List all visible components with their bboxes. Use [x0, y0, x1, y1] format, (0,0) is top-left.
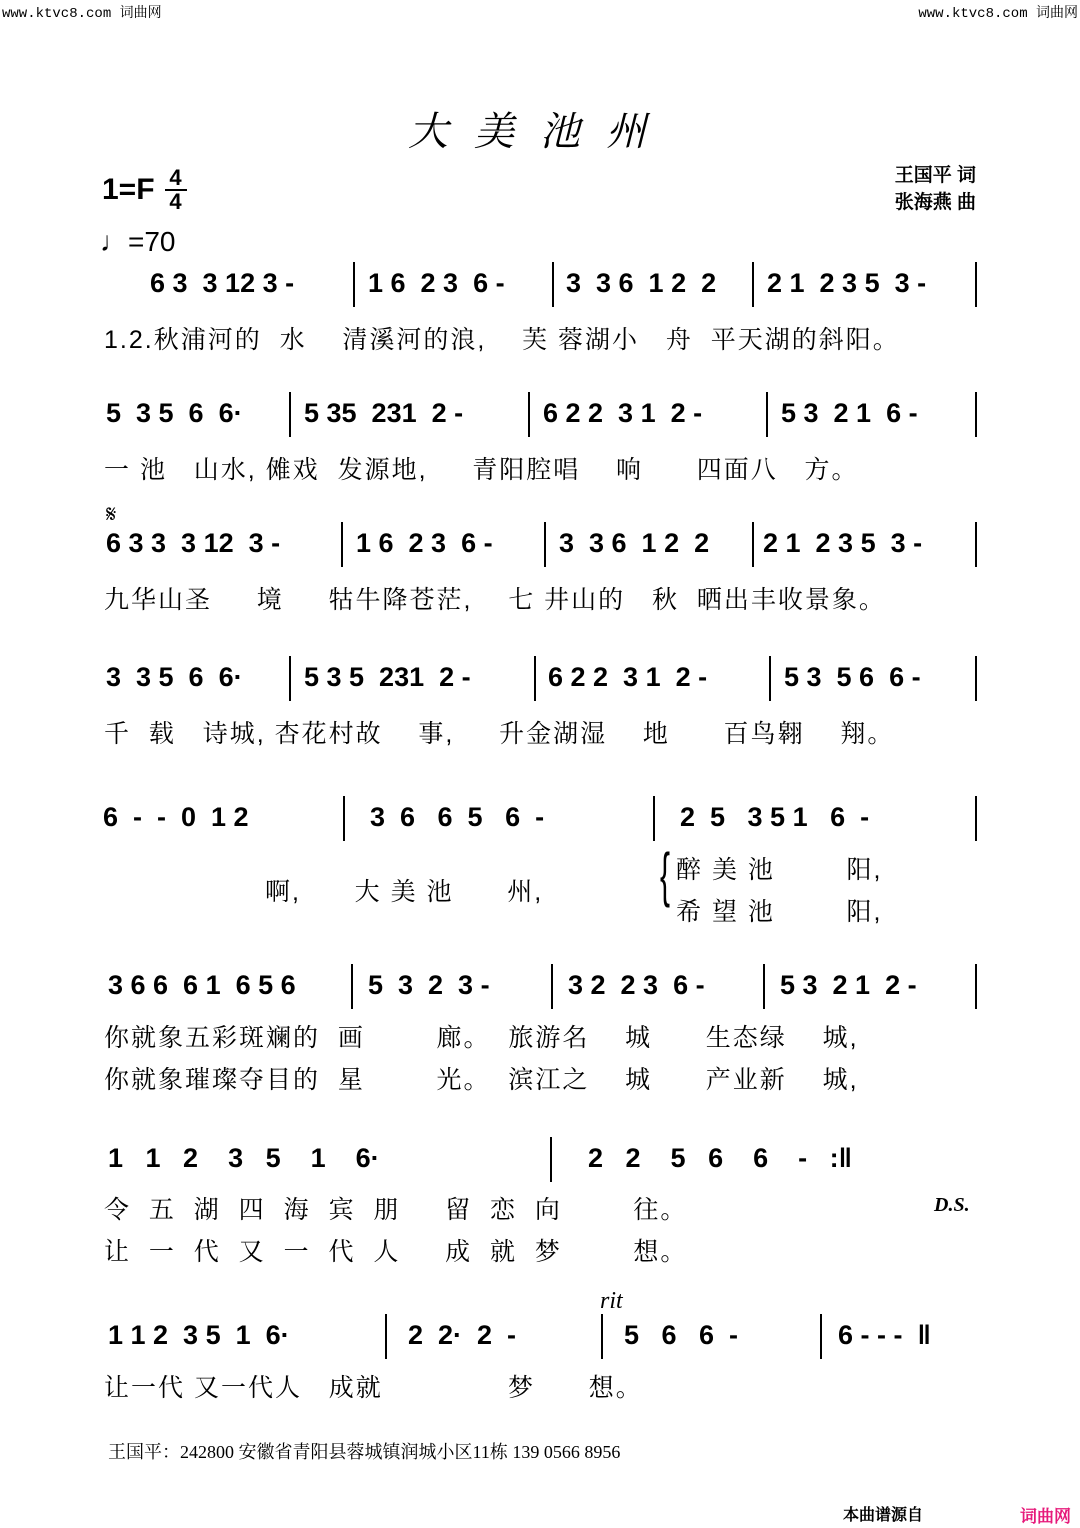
measure: 2 1 2 3 5 3 - — [767, 268, 927, 298]
ritardando-marking: rit — [600, 1288, 623, 1314]
measure: 3 3 6 1 2 2 — [566, 268, 717, 298]
lyrics-line: 1.2.秋浦河的 水 清溪河的浪, 芙 蓉湖小 舟 平天湖的斜阳。 — [104, 326, 900, 354]
measure: 6 - - - ‖ — [838, 1320, 931, 1350]
contact-footer: 王国平：242800 安徽省青阳县蓉城镇润城小区11栋 139 0566 8956 — [108, 1442, 621, 1462]
barline — [769, 656, 771, 701]
barline — [820, 1314, 822, 1359]
barline — [544, 522, 546, 567]
key: 1=F — [102, 173, 155, 206]
barline — [528, 392, 530, 437]
lyrics-line: 让一代 又一代人 成就 梦 想。 — [104, 1374, 643, 1402]
measure: 1 6 2 3 6 - — [368, 268, 505, 298]
measure: 3 6 6 5 6 - — [370, 802, 545, 832]
measure: 6 2 2 3 1 2 - — [548, 662, 708, 692]
lyrics-line: 你就象五彩斑斓的 画 廊。 旅游名 城 生态绿 城, — [104, 1024, 859, 1052]
measure: 6 2 2 3 1 2 - — [543, 398, 703, 428]
barline — [752, 262, 754, 307]
measure: 2 2 5 6 6 - :‖ — [588, 1143, 853, 1173]
measure: 5 3 2 1 2 - — [780, 970, 917, 1000]
watermark-left: www.ktvc8.com 词曲网 — [2, 6, 162, 22]
measure: 2 5 3 5 1 6 - — [680, 802, 870, 832]
barline — [341, 522, 343, 567]
measure: 3 6 6 6 1 6 5 6 — [108, 970, 296, 1000]
song-title: 大美池州 — [408, 109, 672, 155]
measure: 1 6 2 3 6 - — [356, 528, 493, 558]
site-logo[interactable]: 词曲网 — [1020, 1507, 1071, 1526]
measure: 3 2 2 3 6 - — [568, 970, 705, 1000]
measure: 5 6 6 - — [624, 1320, 739, 1350]
lyrics-line: 你就象璀璨夺目的 星 光。 滨江之 城 产业新 城, — [104, 1066, 859, 1094]
barline — [385, 1314, 387, 1359]
barline — [975, 656, 977, 701]
barline — [351, 964, 353, 1009]
barline — [601, 1314, 603, 1359]
tempo-marking: ♩=70 — [100, 226, 176, 257]
composer: 张海燕 曲 — [894, 192, 976, 213]
measure: 5 3 5 231 2 - — [304, 662, 471, 692]
barline — [975, 392, 977, 437]
measure: 5 35 231 2 - — [304, 398, 464, 428]
measure: 5 3 2 1 6 - — [781, 398, 918, 428]
barline — [653, 796, 655, 841]
watermark-right: www.ktvc8.com 词曲网 — [918, 6, 1078, 22]
key-signature — [102, 165, 187, 214]
lyrics-line: 九华山圣 境 牯牛降苍茫, 七 井山的 秋 晒出丰收景象。 — [104, 586, 886, 614]
barline — [752, 522, 754, 567]
barline — [552, 262, 554, 307]
barline — [975, 522, 977, 567]
lyrics-line: 千 载 诗城, 杏花村故 事, 升金湖湿 地 百鸟翱 翔。 — [104, 720, 895, 748]
measure: 6 3 3 12 3 - — [150, 268, 295, 298]
barline — [550, 1137, 552, 1182]
verse-lyrics-1: 醉 美 池 阳, — [676, 856, 883, 884]
measure: 6 3 3 3 12 3 - — [106, 528, 281, 558]
lyrics-line: 让 一 代 又 一 代 人 成 就 梦 想。 — [104, 1238, 688, 1266]
quarter-note-icon: ♩ — [100, 226, 128, 257]
lyrics-line: 一 池 山水, 傩戏 发源地, 青阳腔唱 响 四面八 方。 — [104, 456, 859, 484]
verse-brace: { — [660, 841, 671, 908]
lyrics-line: 令 五 湖 四 海 宾 朋 留 恋 向 往。 — [104, 1196, 688, 1224]
time-signature: $\frac{4}{4}$ — [165, 168, 187, 212]
barline — [766, 392, 768, 437]
barline — [289, 392, 291, 437]
source-label: 本曲谱源自 — [843, 1507, 924, 1524]
barline — [289, 656, 291, 701]
barline — [763, 964, 765, 1009]
barline — [551, 964, 553, 1009]
segno-icon: 𝄋 — [106, 500, 117, 528]
measure: 2 1 2 3 5 3 - — [763, 528, 923, 558]
barline — [975, 796, 977, 841]
barline — [343, 796, 345, 841]
measure: 5 3 2 3 - — [368, 970, 490, 1000]
verse-lyrics-2: 希 望 池 阳, — [676, 898, 883, 926]
barline — [534, 656, 536, 701]
measure: 3 3 5 6 6· — [106, 662, 243, 692]
measure: 3 3 6 1 2 2 — [559, 528, 710, 558]
barline — [975, 964, 977, 1009]
barline — [975, 262, 977, 307]
lyricist: 王国平 词 — [894, 165, 976, 186]
dal-segno-marking: D.S. — [934, 1194, 970, 1216]
measure: 1 1 2 3 5 1 6· — [108, 1320, 290, 1350]
credits — [895, 162, 976, 216]
measure: 1 1 2 3 5 1 6· — [108, 1143, 380, 1173]
lyrics-line: 啊, 大 美 池 州, — [104, 878, 544, 906]
barline — [353, 262, 355, 307]
measure: 5 3 5 6 6· — [106, 398, 243, 428]
measure: 2 2· 2 - — [408, 1320, 517, 1350]
measure: 5 3 5 6 6 - — [784, 662, 921, 692]
measure: 6 - - 0 1 2 — [103, 802, 249, 832]
